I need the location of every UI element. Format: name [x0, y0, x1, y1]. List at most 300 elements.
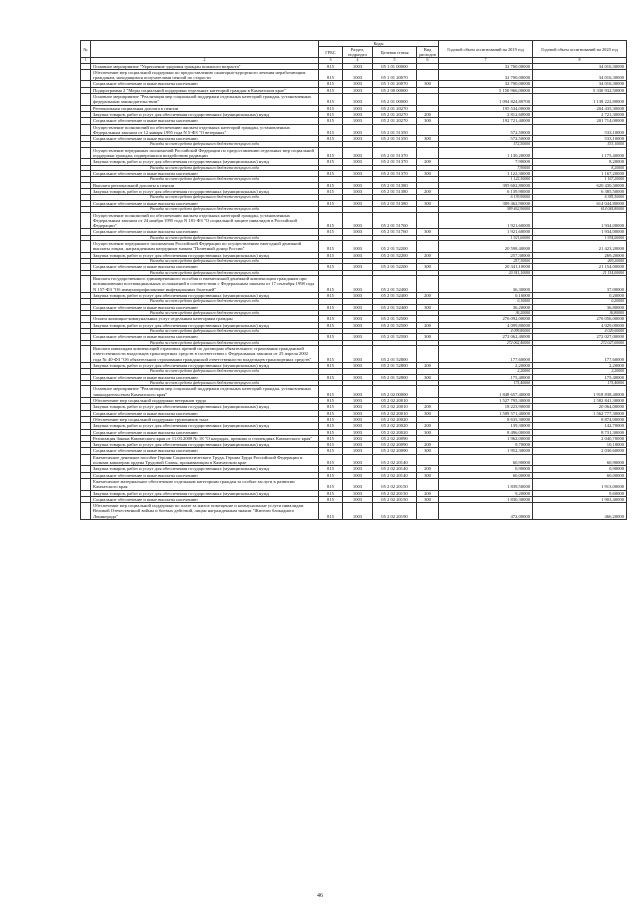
row-2020-cell: 8 874,00000 — [533, 416, 627, 422]
row-target-cell: 05 2 02 20150 — [373, 496, 417, 502]
row-grbs-cell: 815 — [319, 63, 343, 69]
row-2019-cell: 4 099,80000 — [439, 322, 533, 328]
row-target-cell: 05 2 01 51760 — [373, 212, 417, 229]
row-grbs-cell: 815 — [319, 182, 343, 188]
table-header — [81, 41, 627, 64]
row-grbs-cell: 815 — [319, 304, 343, 310]
table-row — [81, 124, 627, 136]
row-target-cell: 05 2 02 20140 — [373, 466, 417, 472]
row-grbs-cell: 815 — [319, 442, 343, 448]
row-grbs-cell: 815 — [319, 386, 343, 398]
row-2020-cell: 2 040,70000 — [533, 435, 627, 441]
row-section-cell: 1003 — [343, 63, 373, 69]
row-number-cell — [81, 241, 91, 253]
row-grbs-cell: 815 — [319, 423, 343, 429]
row-target-cell: 05 2 02 20150 — [373, 490, 417, 496]
row-grbs-cell: 815 — [319, 136, 343, 142]
row-vr-cell — [417, 478, 439, 490]
row-2020-cell: 21 423,20000 — [533, 241, 627, 253]
row-2019-cell: 177,60000 — [439, 346, 533, 363]
table-row — [81, 147, 627, 159]
row-grbs-cell: 815 — [319, 410, 343, 416]
row-target-cell: 05 2 01 52200 — [373, 241, 417, 253]
row-grbs-cell: 815 — [319, 69, 343, 81]
row-target-cell: 05 2 02 20090 — [373, 435, 417, 441]
index-cell: 5 — [373, 58, 417, 64]
row-2019-cell: 36,20000 — [439, 304, 533, 310]
row-name-cell: Социальное обеспечение и иные выплаты населению — [91, 229, 319, 235]
row-number-cell — [81, 276, 91, 293]
row-2020-cell: 177,60000 — [533, 346, 627, 363]
row-2020-cell: 6 385,50000 — [533, 189, 627, 195]
row-name-cell: Закупка товаров, работ и услуг для обеспечения государственных (муниципальных) нужд — [91, 423, 319, 429]
row-vr-cell: 200 — [417, 159, 439, 165]
row-section-cell: 1003 — [343, 374, 373, 380]
row-section-cell: 1003 — [343, 304, 373, 310]
row-name-cell: Осуществление переданного полномочия Российской Федерации по осуществлению ежегодной денежной выплаты лицам, награжденным нагрудным знаком "Почетный донор России" — [91, 241, 319, 253]
row-name-cell: Основное мероприятие "Реализация мер социальной поддержки отдельных категорий граждан, установленных федеральным законодательством" — [91, 94, 319, 106]
col-name-header — [91, 41, 319, 58]
row-2020-cell: 1 934,00000 — [533, 212, 627, 229]
row-2020-cell: 1 918 838,40000 — [533, 386, 627, 398]
row-name-cell: Расходы за счет средств федерального бюджета текущего года — [91, 299, 319, 304]
row-section-cell: 1003 — [343, 241, 373, 253]
row-2019-cell: 1 122,30000 — [439, 177, 533, 182]
row-2019-cell: 1 527 795,30000 — [439, 398, 533, 404]
row-number-cell — [81, 147, 91, 159]
row-2020-cell: 21 154,00000 — [533, 264, 627, 270]
row-2019-cell: 20 598,40000 — [439, 241, 533, 253]
row-grbs-cell: 815 — [319, 404, 343, 410]
row-grbs-cell: 815 — [319, 496, 343, 502]
row-name-cell: Обеспечение мер социальной поддержки по плате за жилое помещение и коммунальные услуги инвалидам Великой Отечественной войны и боевых действий, лицам награжденным знаком "Жителю блокадного Ленинграда" — [91, 503, 319, 520]
row-2020-cell: 269,20000 — [533, 252, 627, 258]
col-target-header: Целевая статья — [373, 47, 417, 58]
row-target-cell: 05 2 01 52400 — [373, 293, 417, 299]
row-section-cell: 1003 — [343, 435, 373, 441]
row-2020-cell: 1 167,20000 — [533, 177, 627, 182]
row-section-cell: 1003 — [343, 124, 373, 136]
row-target-cell: 05 2 01 52200 — [373, 264, 417, 270]
row-2019-cell: 36,30000 — [439, 276, 533, 293]
row-section-cell: 1003 — [343, 429, 373, 435]
row-2020-cell: 6 385,50000 — [533, 195, 627, 200]
row-section-cell: 1003 — [343, 410, 373, 416]
row-2019-cell: 1 509 571,40000 — [439, 410, 533, 416]
row-number-cell — [81, 478, 91, 490]
row-name-cell: Расходы за счет средств федерального бюджета текущего года — [91, 340, 319, 345]
table-row — [81, 503, 627, 520]
row-target-cell: 05 1 01 00000 — [373, 63, 417, 69]
row-vr-cell — [417, 94, 439, 106]
row-grbs-cell: 815 — [319, 81, 343, 87]
row-vr-cell: 300 — [417, 264, 439, 270]
row-name-cell: Осуществление переданных полномочий Российской Федерации по предоставлению отдельных мер социальной поддержки граждан, подвергшихся воздействию радиации — [91, 147, 319, 159]
row-target-cell: 05 2 02 20190 — [373, 503, 417, 520]
row-2019-cell: 572,50000 — [439, 142, 533, 147]
row-grbs-cell: 815 — [319, 87, 343, 93]
row-target-cell: 05 2 02 20020 — [373, 416, 417, 422]
row-2020-cell: 1 903,40000 — [533, 496, 627, 502]
row-2020-cell: 1 913,00000 — [533, 478, 627, 490]
row-2019-cell: 60,00000 — [439, 472, 533, 478]
row-2019-cell: 5 150 966,00000 — [439, 87, 533, 93]
row-2019-cell: 20 341,10000 — [439, 264, 533, 270]
row-name-cell: Закупка товаров, работ и услуг для обеспечения государственных (муниципальных) нужд — [91, 442, 319, 448]
row-vr-cell: 300 — [417, 410, 439, 416]
row-2019-cell: 389 462,90000 — [439, 200, 533, 206]
row-2020-cell: 60,00000 — [533, 472, 627, 478]
row-2020-cell: 20 064,00000 — [533, 404, 627, 410]
row-2020-cell: 272 027,00000 — [533, 334, 627, 340]
row-name-cell: Социальное обеспечение и иные выплаты населению — [91, 374, 319, 380]
row-2019-cell: 2,20000 — [439, 363, 533, 369]
row-target-cell: 05 2 02 20150 — [373, 478, 417, 490]
row-name-cell: Выплата государственного единовременного пособия и ежемесячной денежной компенсации гражданам при возникновении поствакцинальных осложнений в соответствии с Федеральным законом от 17 сентября 1998 года N 157-ФЗ "Об иммунопрофилактике инфекционных болезней" — [91, 276, 319, 293]
row-2019-cell: 18 223,90000 — [439, 404, 533, 410]
row-2019-cell: 472,00000 — [439, 503, 533, 520]
row-number-cell — [81, 503, 91, 520]
row-name-cell: Социальное обеспечение и иные выплаты населению — [91, 171, 319, 177]
index-cell: 8 — [533, 58, 627, 64]
row-name-cell: Закупка товаров, работ и услуг для обеспечения государственных (муниципальных) нужд — [91, 252, 319, 258]
row-section-cell: 1003 — [343, 398, 373, 404]
row-2020-cell: 533,10000 — [533, 124, 627, 136]
row-vr-cell: 300 — [417, 118, 439, 124]
index-cell: 6 — [417, 58, 439, 64]
row-target-cell: 05 2 01 51350 — [373, 136, 417, 142]
row-section-cell: 1003 — [343, 159, 373, 165]
row-name-cell: Выплата инвалидам компенсаций страховых премий по договорам обязательного страхования гражданской ответственности владельцев транспортных средств в соответствии с Федеральным законом от 25 апреля 2002 года № 40-ФЗ "Об обязательном страховании гражданской ответственности владельцев транспортных средств" — [91, 346, 319, 363]
row-name-cell: Социальное обеспечение и иные выплаты населению — [91, 304, 319, 310]
row-2019-cell: 9,70000 — [439, 442, 533, 448]
row-2020-cell: 175,40000 — [533, 381, 627, 386]
row-2020-cell: 60,90000 — [533, 454, 627, 466]
row-grbs-cell: 815 — [319, 189, 343, 195]
table-row — [81, 69, 627, 81]
row-grbs-cell: 815 — [319, 124, 343, 136]
row-2019-cell: 572,50000 — [439, 124, 533, 136]
row-2019-cell: 175,40000 — [439, 381, 533, 386]
row-vr-cell: 300 — [417, 334, 439, 340]
row-target-cell: 05 2 00 00000 — [373, 87, 417, 93]
row-target-cell: 05 2 01 51350 — [373, 124, 417, 136]
row-vr-cell: 300 — [417, 304, 439, 310]
row-grbs-cell: 815 — [319, 212, 343, 229]
row-2019-cell: 1 130,20000 — [439, 147, 533, 159]
row-section-cell: 1003 — [343, 200, 373, 206]
row-name-cell: Закупка товаров, работ и услуг для обеспечения государственных (муниципальных) нужд — [91, 404, 319, 410]
row-vr-cell: 200 — [417, 252, 439, 258]
row-name-cell: Закупка товаров, работ и услуг для обеспечения государственных (муниципальных) нужд — [91, 159, 319, 165]
row-2020-cell: 34 016,30000 — [533, 81, 627, 87]
row-2019-cell: 1 094 824,80700 — [439, 94, 533, 106]
row-2019-cell: 20 341,10000 — [439, 270, 533, 275]
row-grbs-cell: 815 — [319, 503, 343, 520]
row-section-cell: 1003 — [343, 346, 373, 363]
row-name-cell: Расходы за счет средств федерального бюджета текущего года — [91, 259, 319, 264]
row-grbs-cell: 815 — [319, 147, 343, 159]
row-2020-cell: 1 582 841,30000 — [533, 398, 627, 404]
row-2020-cell: 276 056,00000 — [533, 316, 627, 322]
row-2019-cell: 32 700,00000 — [439, 81, 533, 87]
row-2019-cell: 139,30000 — [439, 423, 533, 429]
row-section-cell: 1003 — [343, 322, 373, 328]
row-target-cell: 05 2 01 20270 — [373, 105, 417, 111]
row-2020-cell: 620 430,30000 — [533, 182, 627, 188]
row-vr-cell — [417, 124, 439, 136]
budget-table — [80, 40, 627, 520]
row-vr-cell: 300 — [417, 472, 439, 478]
row-2020-cell: 21 154,00000 — [533, 270, 627, 275]
row-number-cell — [81, 386, 91, 398]
index-cell: 3 — [319, 58, 343, 64]
page-number: 46 — [317, 893, 323, 899]
row-name-cell: Расходы за счет средств федерального бюджета текущего года — [91, 235, 319, 240]
row-name-cell: Социальное обеспечение и иные выплаты населению — [91, 472, 319, 478]
row-2020-cell: 533,10000 — [533, 142, 627, 147]
row-target-cell: 05 2 02 20140 — [373, 472, 417, 478]
table-row — [81, 454, 627, 466]
row-target-cell: 05 2 01 51370 — [373, 147, 417, 159]
row-vr-cell: 200 — [417, 490, 439, 496]
row-section-cell: 1003 — [343, 171, 373, 177]
row-2019-cell: 8 635,30000 — [439, 416, 533, 422]
row-name-cell: Осуществление полномочий по обеспечению жильем отдельных категорий граждан, установленных Федеральным законом от 12 января 1995 года N 5-ФЗ "О ветеранах" — [91, 124, 319, 136]
row-vr-cell: 300 — [417, 81, 439, 87]
row-name-cell: Реализация Закона Камчатского края от 11.03.2008 № 18 "О наградах, премиях и стипендиях Камчатского края" — [91, 435, 319, 441]
row-2019-cell: 272 062,40000 — [439, 340, 533, 345]
row-target-cell: 05 2 02 20020 — [373, 429, 417, 435]
row-grbs-cell: 815 — [319, 490, 343, 496]
row-section-cell: 1003 — [343, 363, 373, 369]
row-2019-cell: 1 921,60000 — [439, 229, 533, 235]
row-section-cell: 1003 — [343, 334, 373, 340]
row-2020-cell: 1 167,20000 — [533, 171, 627, 177]
row-section-cell: 1003 — [343, 316, 373, 322]
row-2019-cell: 4 099,80000 — [439, 329, 533, 334]
row-name-cell: Расходы за счет средств федерального бюджета текущего года — [91, 207, 319, 212]
row-2019-cell: 7,90000 — [439, 159, 533, 165]
row-name-cell: Социальное обеспечение и иные выплаты населению — [91, 118, 319, 124]
col-vr-header: Вид расходов — [417, 47, 439, 58]
row-grbs-cell: 815 — [319, 171, 343, 177]
table-row — [81, 241, 627, 253]
row-target-cell: 05 2 01 51760 — [373, 229, 417, 235]
row-name-cell: Расходы за счет средств федерального бюджета текущего года — [91, 329, 319, 334]
row-target-cell: 05 2 01 00000 — [373, 94, 417, 106]
row-vr-cell: 200 — [417, 423, 439, 429]
row-grbs-cell: 815 — [319, 159, 343, 165]
row-section-cell: 1003 — [343, 404, 373, 410]
row-section-cell: 1003 — [343, 252, 373, 258]
row-grbs-cell: 815 — [319, 252, 343, 258]
row-section-cell: 1003 — [343, 472, 373, 478]
row-vr-cell — [417, 276, 439, 293]
row-name-cell: Обеспечение мер социальной поддержки по предоставлению санаторно-курортного лечения неработающим гражданам, находящимся получателями пенсий по старости — [91, 69, 319, 81]
row-grbs-cell: 815 — [319, 448, 343, 454]
table-row — [81, 346, 627, 363]
row-number-cell — [81, 212, 91, 229]
row-name-cell: Расходы за счет средств федерального бюджета текущего года — [91, 369, 319, 374]
row-name-cell: Оплата жилищно-коммунальных услуг отдельным категориям граждан — [91, 316, 319, 322]
row-2019-cell: 36,20000 — [439, 311, 533, 316]
row-2020-cell: 8 731,30000 — [533, 429, 627, 435]
row-section-cell: 1003 — [343, 212, 373, 229]
row-2020-cell: 1 934,00000 — [533, 229, 627, 235]
row-2020-cell: 37,00000 — [533, 276, 627, 293]
row-grbs-cell: 815 — [319, 316, 343, 322]
row-name-cell: Выплата региональной доплаты к пенсии — [91, 182, 319, 188]
index-cell: 7 — [439, 58, 533, 64]
row-section-cell: 1003 — [343, 147, 373, 159]
row-name-cell: Социальное обеспечение и иные выплаты населению — [91, 136, 319, 142]
row-2019-cell: 272 062,40000 — [439, 334, 533, 340]
row-target-cell: 05 2 01 51370 — [373, 159, 417, 165]
table-row — [81, 478, 627, 490]
table-row — [81, 276, 627, 293]
row-2020-cell: 201 714,00000 — [533, 118, 627, 124]
row-name-cell: Социальное обеспечение и иные выплаты населению — [91, 448, 319, 454]
row-target-cell: 05 2 01 52800 — [373, 374, 417, 380]
row-vr-cell: 200 — [417, 466, 439, 472]
row-name-cell: Закупка товаров, работ и услуг для обеспечения государственных (муниципальных) нужд — [91, 490, 319, 496]
row-target-cell: 05 2 02 20090 — [373, 448, 417, 454]
row-2019-cell: 6 139,90000 — [439, 195, 533, 200]
row-2019-cell: 8 496,00000 — [439, 429, 533, 435]
row-2019-cell: 1 952,30000 — [439, 448, 533, 454]
row-section-cell: 1003 — [343, 182, 373, 188]
row-2019-cell: 32 700,00000 — [439, 63, 533, 69]
row-number-cell — [81, 124, 91, 136]
row-target-cell: 05 2 01 52500 — [373, 316, 417, 322]
row-section-cell: 1003 — [343, 189, 373, 195]
row-2020-cell: 2,20000 — [533, 363, 627, 369]
row-name-cell: Социальное обеспечение и иные выплаты населению — [91, 429, 319, 435]
row-name-cell: Закупка товаров, работ и услуг для обеспечения государственных (муниципальных) нужд — [91, 111, 319, 117]
row-2019-cell: 175,40000 — [439, 374, 533, 380]
row-section-cell: 1003 — [343, 87, 373, 93]
row-2019-cell: 1 122,30000 — [439, 171, 533, 177]
row-vr-cell — [417, 69, 439, 81]
row-grbs-cell: 815 — [319, 416, 343, 422]
row-2019-cell: 9,20000 — [439, 490, 533, 496]
row-grbs-cell: 815 — [319, 435, 343, 441]
row-2019-cell: 32 700,00000 — [439, 69, 533, 81]
row-2019-cell: 389 462,90000 — [439, 207, 533, 212]
row-grbs-cell: 815 — [319, 276, 343, 293]
row-2019-cell: 257,30000 — [439, 259, 533, 264]
row-2020-cell: 4 029,00000 — [533, 329, 627, 334]
row-name-cell: Ежемесячное материальное обеспечение отдельным категориям граждан за особые заслуги в развитии Камчатского края — [91, 478, 319, 490]
col-grbs-header: ГРБС — [319, 47, 343, 58]
row-2020-cell: 10,10000 — [533, 442, 627, 448]
row-name-cell: Основное мероприятие "Укрепление здоровья граждан пожилого возраста" — [91, 63, 319, 69]
table-row — [81, 212, 627, 229]
row-name-cell: Расходы за счет средств федерального бюджета текущего года — [91, 142, 319, 147]
row-2020-cell: 5 330 932,50000 — [533, 87, 627, 93]
row-grbs-cell: 815 — [319, 346, 343, 363]
row-target-cell: 05 2 01 51370 — [373, 171, 417, 177]
row-vr-cell: 200 — [417, 363, 439, 369]
row-vr-cell: 300 — [417, 429, 439, 435]
row-name-cell: Расходы за счет средств федерального бюджета текущего года — [91, 195, 319, 200]
row-section-cell: 1003 — [343, 118, 373, 124]
row-2020-cell: 204 435,30000 — [533, 105, 627, 111]
row-section-cell: 1003 — [343, 386, 373, 398]
row-grbs-cell: 815 — [319, 293, 343, 299]
row-vr-cell — [417, 212, 439, 229]
row-2020-cell: 466,20000 — [533, 503, 627, 520]
row-name-cell: Осуществление полномочий по обеспечению жильем отдельных категорий граждан, установленных Федеральным законом от 24 ноября 1995 года N 181-ФЗ "О социальной защите инвалидов в Российской Федерации" — [91, 212, 319, 229]
row-section-cell: 1003 — [343, 264, 373, 270]
row-grbs-cell: 815 — [319, 322, 343, 328]
row-2020-cell: 0,20000 — [533, 293, 627, 299]
row-vr-cell: 300 — [417, 229, 439, 235]
row-name-cell: Закупка товаров, работ и услуг для обеспечения государственных (муниципальных) нужд — [91, 322, 319, 328]
row-number-cell — [81, 454, 91, 466]
row-section-cell: 1003 — [343, 94, 373, 106]
row-grbs-cell: 815 — [319, 111, 343, 117]
row-grbs-cell: 815 — [319, 200, 343, 206]
row-vr-cell: 300 — [417, 136, 439, 142]
row-name-cell: Подпрограмма 2 "Меры социальной поддержки отдельных категорий граждан в Камчатском крае" — [91, 87, 319, 93]
row-name-cell: Обеспечение мер социальной поддержки тружеников тыла — [91, 416, 319, 422]
row-2020-cell: 614 044,80000 — [533, 200, 627, 206]
codes-group-header: Коды — [319, 41, 439, 47]
row-target-cell: 05 2 02 00000 — [373, 386, 417, 398]
row-2020-cell: 36,80000 — [533, 304, 627, 310]
row-vr-cell: 300 — [417, 200, 439, 206]
index-cell: 4 — [343, 58, 373, 64]
row-2019-cell: 1 830,30000 — [439, 496, 533, 502]
col-2019-header: Годовой объем ассигнований на 2019 год — [439, 41, 533, 58]
row-grbs-cell: 815 — [319, 429, 343, 435]
row-name-cell: Расходы за счет средств федерального бюджета текущего года — [91, 177, 319, 182]
row-2020-cell: 175,40000 — [533, 374, 627, 380]
row-2019-cell: 1 962,00000 — [439, 435, 533, 441]
row-2020-cell: 1 138 222,80000 — [533, 94, 627, 106]
row-2020-cell: 2 721,30000 — [533, 111, 627, 117]
row-section-cell: 1003 — [343, 229, 373, 235]
col-number-header: № — [81, 41, 91, 58]
row-grbs-cell: 815 — [319, 478, 343, 490]
row-section-cell: 1003 — [343, 478, 373, 490]
row-2020-cell: 142,70000 — [533, 423, 627, 429]
row-grbs-cell: 815 — [319, 466, 343, 472]
row-2020-cell: 2 030,60000 — [533, 448, 627, 454]
row-grbs-cell: 815 — [319, 105, 343, 111]
row-2020-cell: 272 027,00000 — [533, 340, 627, 345]
row-2020-cell: 1 934,00000 — [533, 235, 627, 240]
row-2019-cell: 1 848 657,40000 — [439, 386, 533, 398]
row-2019-cell: 0,90000 — [439, 466, 533, 472]
row-name-cell: Социальное обеспечение и иные выплаты населению — [91, 200, 319, 206]
row-grbs-cell: 815 — [319, 241, 343, 253]
row-grbs-cell: 815 — [319, 334, 343, 340]
row-vr-cell: 300 — [417, 171, 439, 177]
row-2019-cell: 60,90000 — [439, 454, 533, 466]
row-name-cell: Социальное обеспечение и иные выплаты населению — [91, 264, 319, 270]
row-target-cell: 05 2 01 51380 — [373, 200, 417, 206]
row-name-cell: Социальное обеспечение и иные выплаты населению — [91, 81, 319, 87]
row-vr-cell: 200 — [417, 404, 439, 410]
row-name-cell: Социальное обеспечение и иные выплаты населению — [91, 334, 319, 340]
row-name-cell: Закупка товаров, работ и услуг для обеспечения государственных (муниципальных) нужд — [91, 293, 319, 299]
row-section-cell: 1003 — [343, 496, 373, 502]
row-target-cell: 05 2 01 52400 — [373, 304, 417, 310]
row-2019-cell: 1 921,60000 — [439, 212, 533, 229]
